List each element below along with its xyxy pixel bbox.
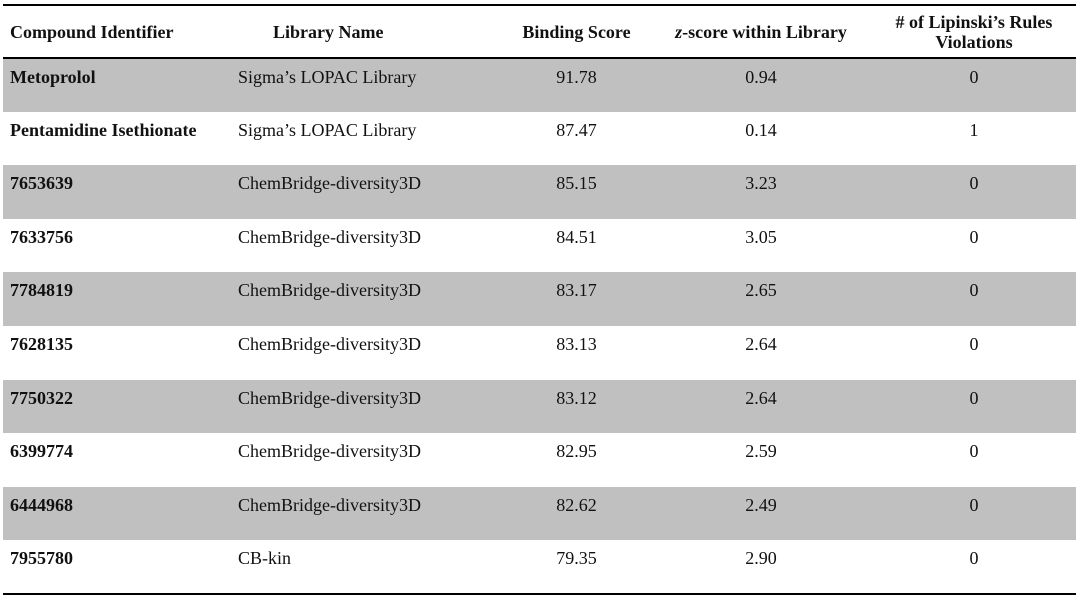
table-row xyxy=(3,112,1076,166)
cell-z-score: 3.05 xyxy=(745,226,777,247)
cell-binding-score: 91.78 xyxy=(503,58,650,112)
table-header xyxy=(3,5,1076,58)
table-row xyxy=(3,58,1076,112)
cell-binding-score: 84.51 xyxy=(556,226,597,247)
header-lipinski-line1: # of Lipinski’s Rules xyxy=(895,11,1053,32)
table-row xyxy=(3,487,1076,541)
cell-compound-id: 6399774 xyxy=(10,441,73,462)
cell-compound-id: 7784819 xyxy=(3,272,228,326)
cell-violations: 0 xyxy=(872,380,1076,434)
cell-library-name: Sigma’s LOPAC Library xyxy=(228,58,503,112)
cell-violations: 0 xyxy=(969,333,979,354)
table-row xyxy=(3,165,1076,219)
cell-library-name: ChemBridge-diversity3D xyxy=(228,487,503,541)
cell-binding-score: 82.95 xyxy=(556,441,597,462)
cell-z-score: 2.90 xyxy=(650,540,872,594)
header-z-score xyxy=(650,5,872,58)
cell-binding-score: 83.17 xyxy=(503,272,650,326)
cell-violations: 1 xyxy=(969,119,979,140)
cell-z-score: 0.94 xyxy=(650,58,872,112)
cell-library-name: ChemBridge-diversity3D xyxy=(238,226,421,247)
cell-binding-score: 82.62 xyxy=(503,487,650,541)
cell-violations: 0 xyxy=(872,272,1076,326)
cell-binding-score: 85.15 xyxy=(503,165,650,219)
table-row xyxy=(3,326,1076,380)
cell-compound-id: Metoprolol xyxy=(3,58,228,112)
cell-library-name: ChemBridge-diversity3D xyxy=(228,272,503,326)
cell-violations: 0 xyxy=(872,487,1076,541)
cell-z-score: 2.64 xyxy=(745,333,777,354)
header-binding-score: Binding Score xyxy=(503,5,650,58)
table-row xyxy=(3,272,1076,326)
compound-results-table xyxy=(3,4,1076,595)
header-lipinski-violations xyxy=(872,5,1076,58)
cell-compound-id: 7633756 xyxy=(10,226,73,247)
cell-compound-id: 7750322 xyxy=(3,380,228,434)
cell-binding-score: 83.13 xyxy=(556,333,597,354)
table-row xyxy=(3,433,1076,487)
table-body xyxy=(3,58,1076,594)
cell-binding-score: 79.35 xyxy=(503,540,650,594)
cell-violations: 0 xyxy=(872,58,1076,112)
cell-compound-id: 7653639 xyxy=(3,165,228,219)
cell-z-score: 2.49 xyxy=(650,487,872,541)
cell-z-score: 2.64 xyxy=(650,380,872,434)
header-z-score-label: -score within Library xyxy=(682,21,847,42)
cell-violations: 0 xyxy=(969,226,979,247)
table-row xyxy=(3,540,1076,594)
cell-violations: 0 xyxy=(969,441,979,462)
table-row xyxy=(3,219,1076,273)
cell-compound-id: 7955780 xyxy=(3,540,228,594)
cell-z-score: 3.23 xyxy=(650,165,872,219)
table-row xyxy=(3,380,1076,434)
cell-compound-id: 6444968 xyxy=(3,487,228,541)
cell-violations: 0 xyxy=(872,540,1076,594)
cell-library-name: ChemBridge-diversity3D xyxy=(228,380,503,434)
cell-compound-id: 7628135 xyxy=(10,333,73,354)
cell-binding-score: 87.47 xyxy=(556,119,597,140)
cell-violations: 0 xyxy=(872,165,1076,219)
cell-library-name: ChemBridge-diversity3D xyxy=(238,441,421,462)
cell-library-name: ChemBridge-diversity3D xyxy=(228,165,503,219)
header-row xyxy=(3,5,1076,58)
cell-library-name: CB-kin xyxy=(228,540,503,594)
cell-z-score: 2.59 xyxy=(745,441,777,462)
cell-library-name: Sigma’s LOPAC Library xyxy=(238,119,417,140)
header-compound-identifier: Compound Identifier xyxy=(3,5,228,58)
cell-binding-score: 83.12 xyxy=(503,380,650,434)
header-lipinski-line2: Violations xyxy=(935,31,1013,52)
cell-library-name: ChemBridge-diversity3D xyxy=(238,333,421,354)
header-library-name: Library Name xyxy=(228,5,503,58)
header-z-score-symbol: z xyxy=(675,21,683,42)
cell-z-score: 0.14 xyxy=(745,119,777,140)
cell-z-score: 2.65 xyxy=(650,272,872,326)
cell-compound-id: Pentamidine Isethionate xyxy=(10,119,197,140)
